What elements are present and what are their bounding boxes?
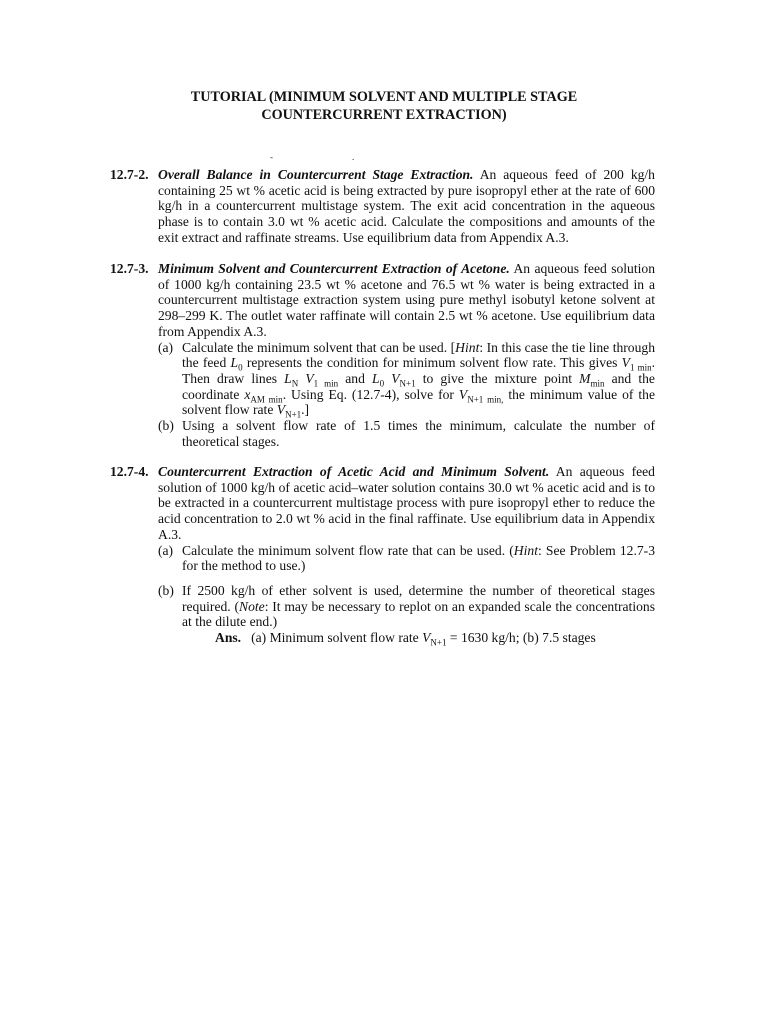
subpart-label: (a) [158,339,174,355]
problem-number: 12.7-4. [110,464,149,479]
problem-body [158,464,655,543]
problem-title: Overall Balance in Countercurrent Stage Extraction. [158,167,474,182]
answer-text: (a) Minimum solvent flow rate $V_{N+1} = 1630$ kg/h; (b) 7.5 stages [251,630,596,648]
subpart-b [158,418,655,449]
subpart-text: Calculate the minimum solvent that can be used. [Hint: In this case the tie line through the feed $L_0$ represents the condition for minimum solvent flow rate. This gives $V_{1 min}$. Then draw lines $L_N$ $V_{1 min}$ and $L_0$ $V_{N+1}$ to give the mixture point $M_{min}$ and the coordinate $x_{AM min}$. Using Eq. (12.7-4), solve for $V_{N+1 min,}$ the minimum value of the solvent flow rate $V_{N+1}$.] [182,339,655,421]
subpart-text: Calculate the minimum solvent flow rate that can be used. (Hint: See Problem 12.7-3 for the method to use.) [182,542,656,574]
problem-12-7-4 [110,464,655,646]
page-title [110,88,658,124]
scan-mark: - [270,152,273,162]
title-line-1: TUTORIAL (MINIMUM SOLVENT AND MULTIPLE STAGE [190,89,578,105]
subpart-b [158,583,655,630]
problem-body [158,167,655,246]
problem-body [158,261,655,340]
problem-title: Minimum Solvent and Countercurrent Extraction of Acetone. [158,261,510,276]
scan-mark: . [352,152,355,162]
subpart-a [158,340,655,419]
subpart-text: If 2500 kg/h of ether solvent is used, determine the number of theoretical stages required. (Note: It may be necessary to replot on an expanded scale the concentrations at the dilute end.) [182,582,655,630]
answer-label: Ans. [215,630,242,646]
subpart-label: (b) [158,582,174,598]
problem-number: 12.7-3. [110,261,149,276]
problem-title: Countercurrent Extraction of Acetic Acid and Minimum Solvent. [158,464,550,479]
problem-text: An aqueous feed solution of 1000 kg/h of acetic acid–water solution contains 30.0 wt % acetic acid and is to be extracted in a countercurrent multistage process with pure isopropyl ether to reduce the acid concentration to 2.0 wt % acid in the final raffinate. Use equilibrium data in Appendix A.3. [158,464,655,542]
title-line-2: COUNTERCURRENT EXTRACTION) [261,107,507,123]
problem-text: An aqueous feed of 200 kg/h containing 25 wt % acetic acid is being extracted by pure isopropyl ether at the rate of 600 kg/h in a countercurrent multistage system. The exit acid concentration in the aqueous phase is to contain 3.0 wt % acetic acid. Calculate the compositions and amounts of the exit extract and raffinate streams. Use equilibrium data from Appendix A.3. [158,167,655,245]
answer-line [215,630,655,646]
problem-text: An aqueous feed solution of 1000 kg/h containing 23.5 wt % acetone and 76.5 wt % water is being extracted in a countercurrent multistage extraction system using pure methyl isobutyl ketone solvent at 298–299 K. The outlet water raffinate will contain 2.5 wt % acetone. Use equilibrium data from Appendix A.3. [158,261,655,339]
subpart-text: Using a solvent flow rate of 1.5 times the minimum, calculate the number of theoretical stages. [182,418,655,449]
subpart-label: (a) [158,542,174,558]
problem-number: 12.7-2. [110,167,149,182]
subpart-label: (b) [158,418,174,434]
problem-12-7-2 [110,167,655,246]
subpart-a [158,543,655,574]
problem-12-7-3 [110,261,655,449]
